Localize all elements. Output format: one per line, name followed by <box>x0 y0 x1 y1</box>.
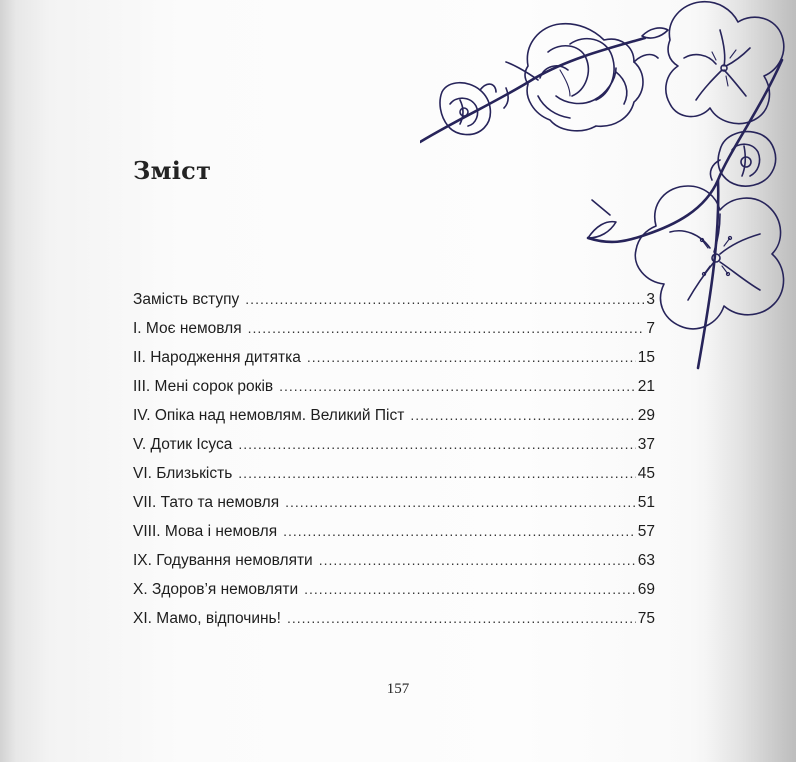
toc-entry-title: ІV. Опіка над немовлям. Великий Піст <box>133 407 405 424</box>
small-bud-left <box>440 83 508 135</box>
toc-dot-leader <box>285 494 636 510</box>
toc-entry-title: V. Дотик Ісуса <box>133 436 233 453</box>
page-gutter-shadow <box>0 0 16 762</box>
toc-entry-page: 57 <box>637 523 655 540</box>
toc-entry[interactable] <box>133 465 655 494</box>
toc-dot-leader <box>279 378 636 394</box>
page-title: Зміст <box>133 156 212 185</box>
toc-entry[interactable] <box>133 291 655 320</box>
toc-dot-leader <box>410 407 635 423</box>
toc-entry[interactable] <box>133 523 655 552</box>
toc-entry[interactable] <box>133 320 655 349</box>
toc-entry[interactable] <box>133 552 655 581</box>
toc-dot-leader <box>248 320 645 336</box>
toc-dot-leader <box>283 523 636 539</box>
toc-entry-title: ІІІ. Мені сорок років <box>133 378 274 395</box>
branch-stem-lower <box>588 60 782 242</box>
toc-entry-page: 7 <box>646 320 655 337</box>
page-number: 157 <box>386 681 410 697</box>
toc-entry[interactable] <box>133 436 655 465</box>
leaf-2 <box>642 28 668 38</box>
branch-twig-2 <box>506 62 538 80</box>
toc-entry-page: 3 <box>646 291 655 308</box>
open-flower-top <box>666 2 784 124</box>
toc-entry-page: 69 <box>637 581 655 598</box>
toc-entry-title: ХІ. Мамо, відпочинь! <box>133 610 281 627</box>
toc-dot-leader <box>307 349 636 365</box>
toc-entry-page: 29 <box>637 407 655 424</box>
toc-entry-page: 37 <box>637 436 655 453</box>
toc-entry-page: 75 <box>637 610 655 627</box>
toc-entry-title: ІІ. Народження дитятка <box>133 349 301 366</box>
toc-entry-page: 45 <box>637 465 655 482</box>
toc-dot-leader <box>319 552 636 568</box>
toc-entry-page: 63 <box>637 552 655 569</box>
toc-entry[interactable] <box>133 581 655 610</box>
toc-entry-page: 51 <box>637 494 655 511</box>
branch-stem-bottom <box>698 180 718 368</box>
toc-entry-title: Замість вступу <box>133 291 240 308</box>
toc-dot-leader <box>287 610 636 626</box>
toc-entry-page: 21 <box>637 378 655 395</box>
toc-dot-leader <box>304 581 636 597</box>
toc-entry-title: Х. Здоров’я немовляти <box>133 581 299 598</box>
toc-entry[interactable] <box>133 494 655 523</box>
toc-entry[interactable] <box>133 349 655 378</box>
toc-entry-title: VІІ. Тато та немовля <box>133 494 280 511</box>
toc-entry-title: І. Моє немовля <box>133 320 242 337</box>
leaf-1 <box>588 222 616 238</box>
table-of-contents <box>133 291 655 639</box>
toc-entry-title: VІІІ. Мова і немовля <box>133 523 278 540</box>
toc-dot-leader <box>238 465 635 481</box>
toc-entry-page: 15 <box>637 349 655 366</box>
toc-entry-title: ІХ. Годування немовляти <box>133 552 313 569</box>
toc-entry-title: VІ. Близькість <box>133 465 233 482</box>
toc-dot-leader <box>238 436 635 452</box>
toc-entry[interactable] <box>133 610 655 639</box>
toc-dot-leader <box>245 291 644 307</box>
branch-twig <box>592 200 610 215</box>
toc-entry[interactable] <box>133 378 655 407</box>
toc-entry[interactable] <box>133 407 655 436</box>
